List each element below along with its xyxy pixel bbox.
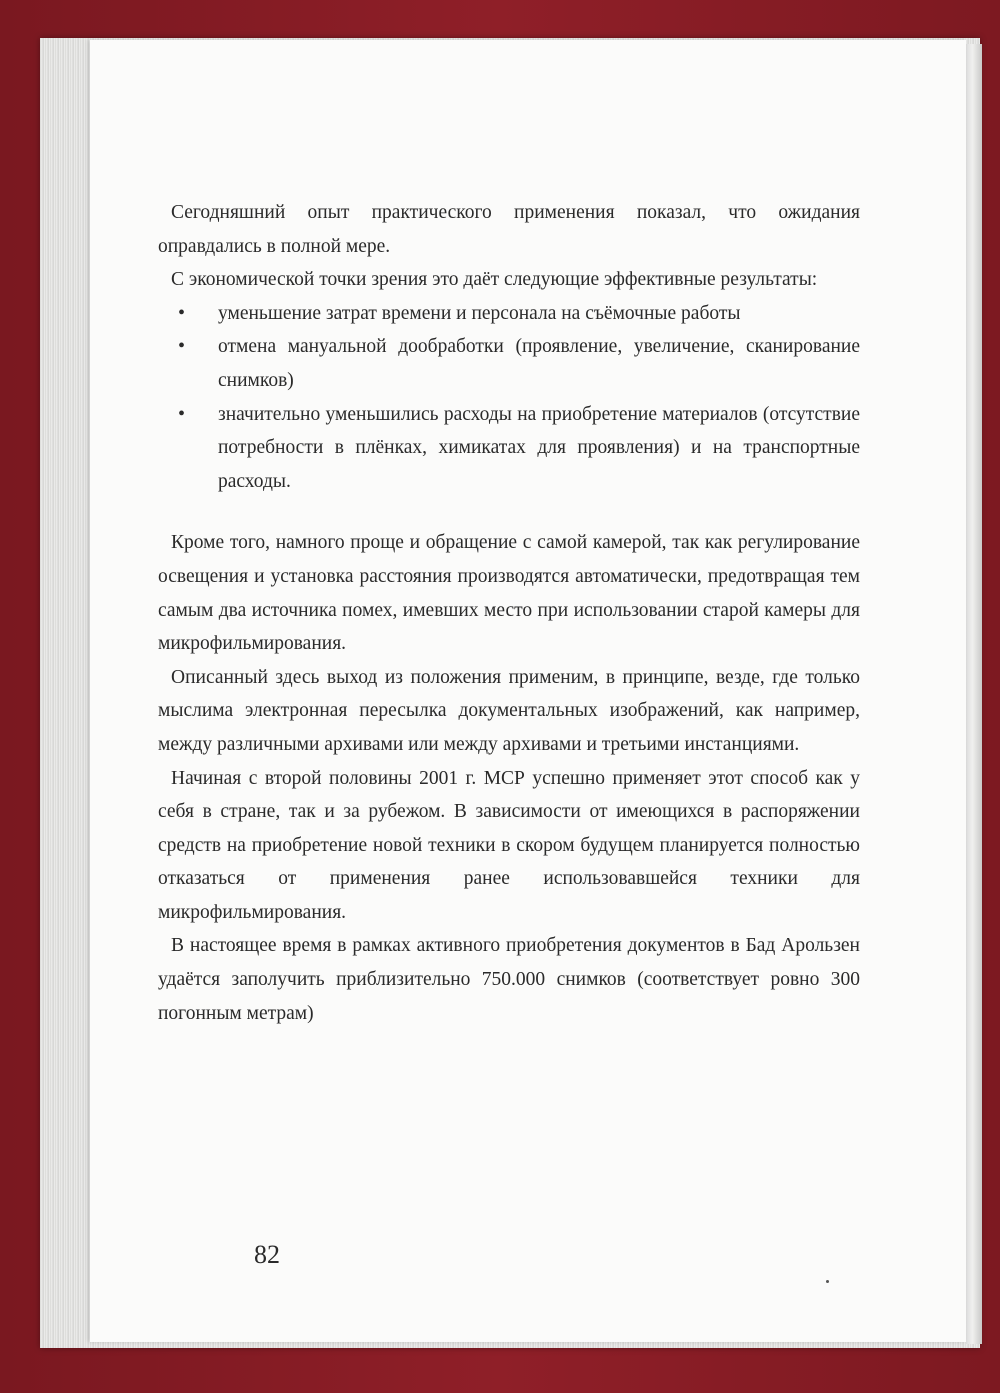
- bullet-icon: •: [178, 402, 186, 425]
- paragraph-6: В настоящее время в рамках активного приобретения документов в Бад Арользен удаётся заполучить приблизительно 750.000 снимков (соответствует ровно 300 погонным метрам): [158, 935, 860, 1024]
- paragraph-gap: [158, 498, 860, 526]
- list-item-text: отмена мануальной дообработки (проявление, увеличение, сканирование снимков): [218, 336, 860, 391]
- list-item-text: значительно уменьшились расходы на приобретение материалов (отсутствие потребности в плёнках, химикатах для проявления) и на транспортные расходы.: [218, 403, 860, 492]
- list-item-text: уменьшение затрат времени и персонала на съёмочные работы: [218, 302, 741, 324]
- paragraph-3: Кроме того, намного проще и обращение с самой камерой, так как регулирование освещения и установка расстояния производятся автоматически, предотвращая тем самым два источника помех, имевших место при использовании старой камеры для микрофильмирования.: [158, 532, 860, 655]
- bullet-icon: •: [178, 301, 186, 324]
- list-item: [158, 398, 860, 499]
- page-text: [158, 196, 860, 1030]
- list-item: [158, 297, 860, 331]
- dust-speck: [826, 1280, 829, 1283]
- list-item: [158, 330, 860, 397]
- facing-page-edge: [966, 44, 982, 1344]
- paragraph-5: Начиная с второй половины 2001 г. МСР успешно применяет этот способ как у себя в стране, так и за рубежом. В зависимости от имеющихся в распоряжении средств на приобретение новой техники в скором будущем планируется полностью отказаться от применения ранее использовавшейся техники для микрофильмирования.: [158, 767, 860, 923]
- paragraph-1: Сегодняшний опыт практического применения показал, что ожидания оправдались в полной мере.: [158, 202, 860, 257]
- bullet-list: [158, 297, 860, 499]
- paragraph-4: Описанный здесь выход из положения применим, в принципе, везде, где только мыслима электронная пересылка документальных изображений, как например, между различными архивами или между архивами и третьими инстанциями.: [158, 666, 860, 755]
- paragraph-2: С экономической точки зрения это даёт следующие эффективные результаты:: [171, 269, 818, 291]
- page-number: 82: [254, 1240, 280, 1269]
- bullet-icon: •: [178, 335, 186, 358]
